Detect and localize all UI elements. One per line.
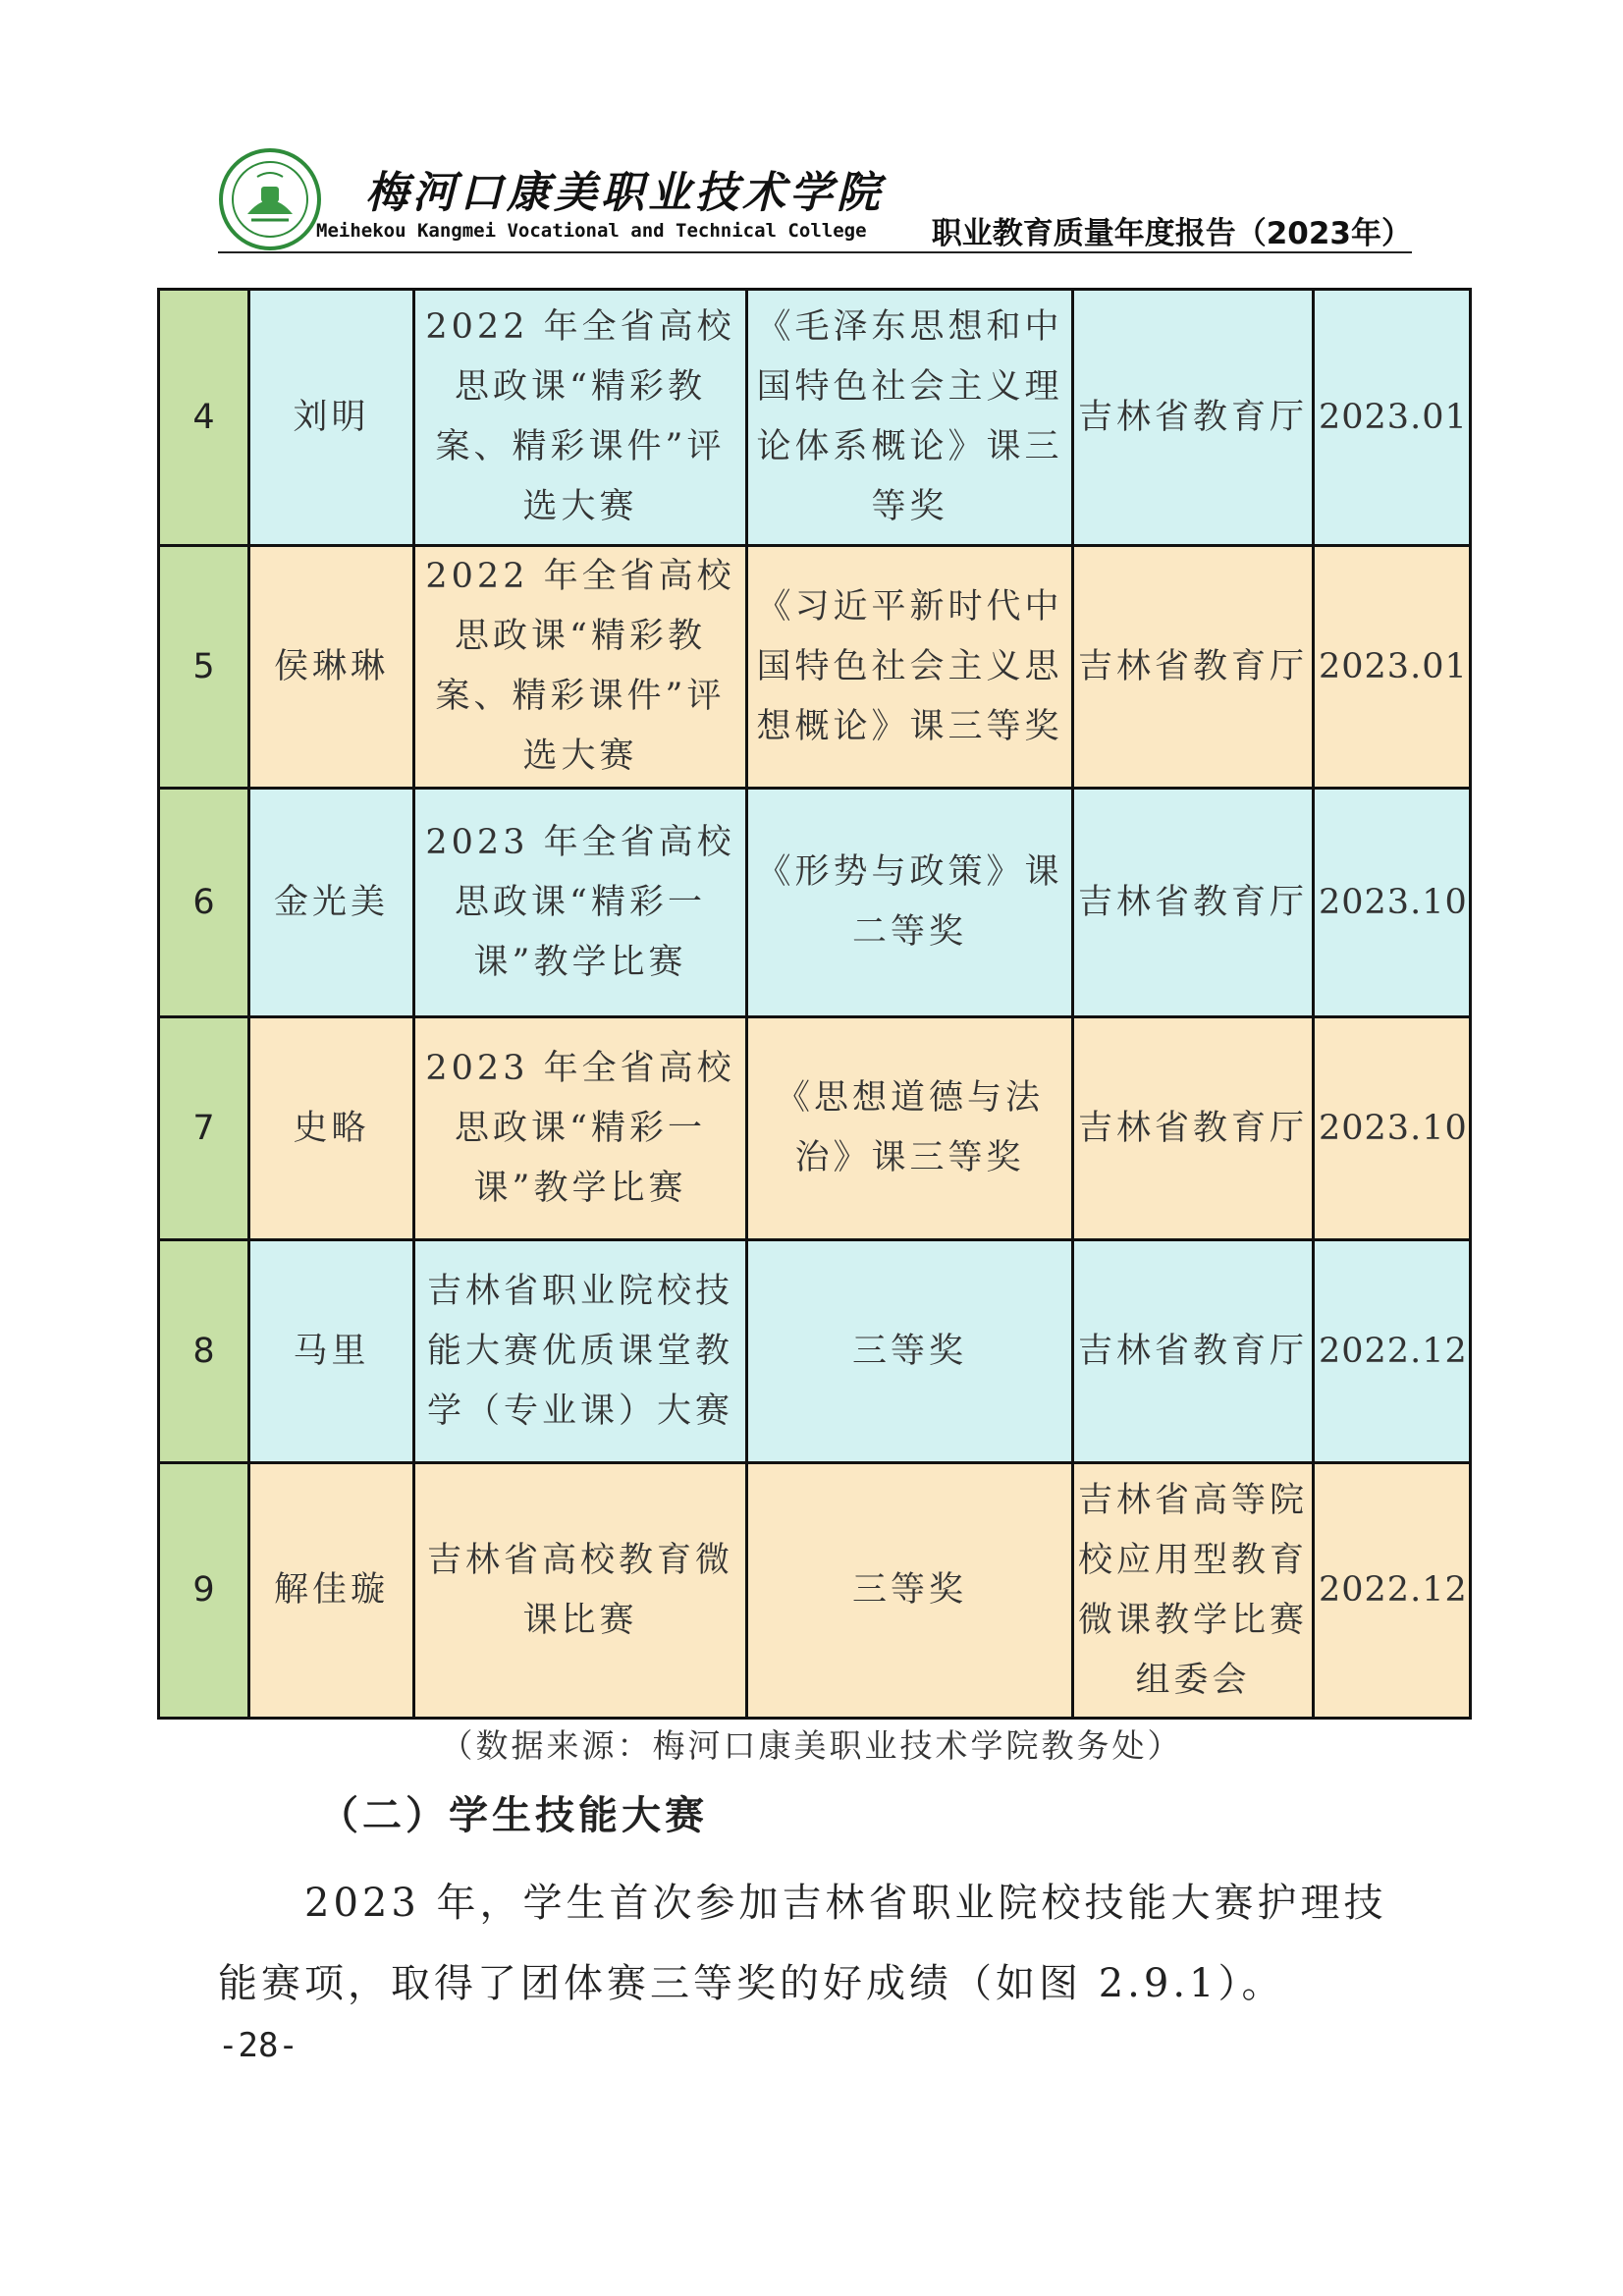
table-row — [159, 1463, 1471, 1719]
table-row — [159, 290, 1471, 546]
competition-name: 2023 年全省高校思政课“精彩一课”教学比赛 — [414, 1017, 747, 1240]
row-number: 9 — [159, 1463, 249, 1719]
award-level: 三等奖 — [747, 1463, 1073, 1719]
organizer: 吉林省教育厅 — [1073, 789, 1314, 1017]
award-date: 2022.12 — [1314, 1463, 1471, 1719]
award-level: 《毛泽东思想和中国特色社会主义理论体系概论》课三等奖 — [747, 290, 1073, 546]
award-level: 三等奖 — [747, 1240, 1073, 1463]
award-level: 《习近平新时代中国特色社会主义思想概论》课三等奖 — [747, 546, 1073, 789]
winner-name: 解佳璇 — [249, 1463, 414, 1719]
table-row — [159, 1017, 1471, 1240]
winner-name: 马里 — [249, 1240, 414, 1463]
award-date: 2023.01 — [1314, 290, 1471, 546]
header-divider — [218, 251, 1412, 253]
row-number: 6 — [159, 789, 249, 1017]
competition-name: 2022 年全省高校思政课“精彩教案、精彩课件”评选大赛 — [414, 290, 747, 546]
award-date: 2023.10 — [1314, 789, 1471, 1017]
award-date: 2022.12 — [1314, 1240, 1471, 1463]
page-number: -28- — [218, 2026, 298, 2065]
competition-name: 吉林省高校教育微课比赛 — [414, 1463, 747, 1719]
winner-name: 史略 — [249, 1017, 414, 1240]
section-heading: （二）学生技能大赛 — [319, 1793, 708, 1838]
award-level: 《思想道德与法治》课三等奖 — [747, 1017, 1073, 1240]
row-number: 5 — [159, 546, 249, 789]
table-row — [159, 789, 1471, 1017]
school-name-en: Meihekou Kangmei Vocational and Technical College — [316, 220, 867, 242]
organizer: 吉林省教育厅 — [1073, 290, 1314, 546]
row-number: 8 — [159, 1240, 249, 1463]
row-number: 7 — [159, 1017, 249, 1240]
report-title: 职业教育质量年度报告（2023年） — [931, 216, 1412, 251]
table-row — [159, 546, 1471, 789]
winner-name: 刘明 — [249, 290, 414, 546]
competition-name: 吉林省职业院校技能大赛优质课堂教学（专业课）大赛 — [414, 1240, 747, 1463]
organizer: 吉林省教育厅 — [1073, 546, 1314, 789]
body-paragraph: 2023 年，学生首次参加吉林省职业院校技能大赛护理技能赛项，取得了团体赛三等奖的好成绩（如图 2.9.1）。 — [218, 1881, 1387, 2006]
award-level: 《形势与政策》课二等奖 — [747, 789, 1073, 1017]
competition-name: 2022 年全省高校思政课“精彩教案、精彩课件”评选大赛 — [414, 546, 747, 789]
organizer: 吉林省高等院校应用型教育微课教学比赛组委会 — [1073, 1463, 1314, 1719]
school-name-cn: 梅河口康美职业技术学院 — [365, 168, 884, 218]
row-number: 4 — [159, 290, 249, 546]
data-source-note: （数据来源：梅河口康美职业技术学院教务处） — [440, 1726, 1183, 1765]
awards-table — [157, 288, 1472, 1720]
winner-name: 侯琳琳 — [249, 546, 414, 789]
competition-name: 2023 年全省高校思政课“精彩一课”教学比赛 — [414, 789, 747, 1017]
award-date: 2023.01 — [1314, 546, 1471, 789]
organizer: 吉林省教育厅 — [1073, 1240, 1314, 1463]
award-date: 2023.10 — [1314, 1017, 1471, 1240]
school-logo — [218, 147, 322, 251]
organizer: 吉林省教育厅 — [1073, 1017, 1314, 1240]
winner-name: 金光美 — [249, 789, 414, 1017]
table-row — [159, 1240, 1471, 1463]
